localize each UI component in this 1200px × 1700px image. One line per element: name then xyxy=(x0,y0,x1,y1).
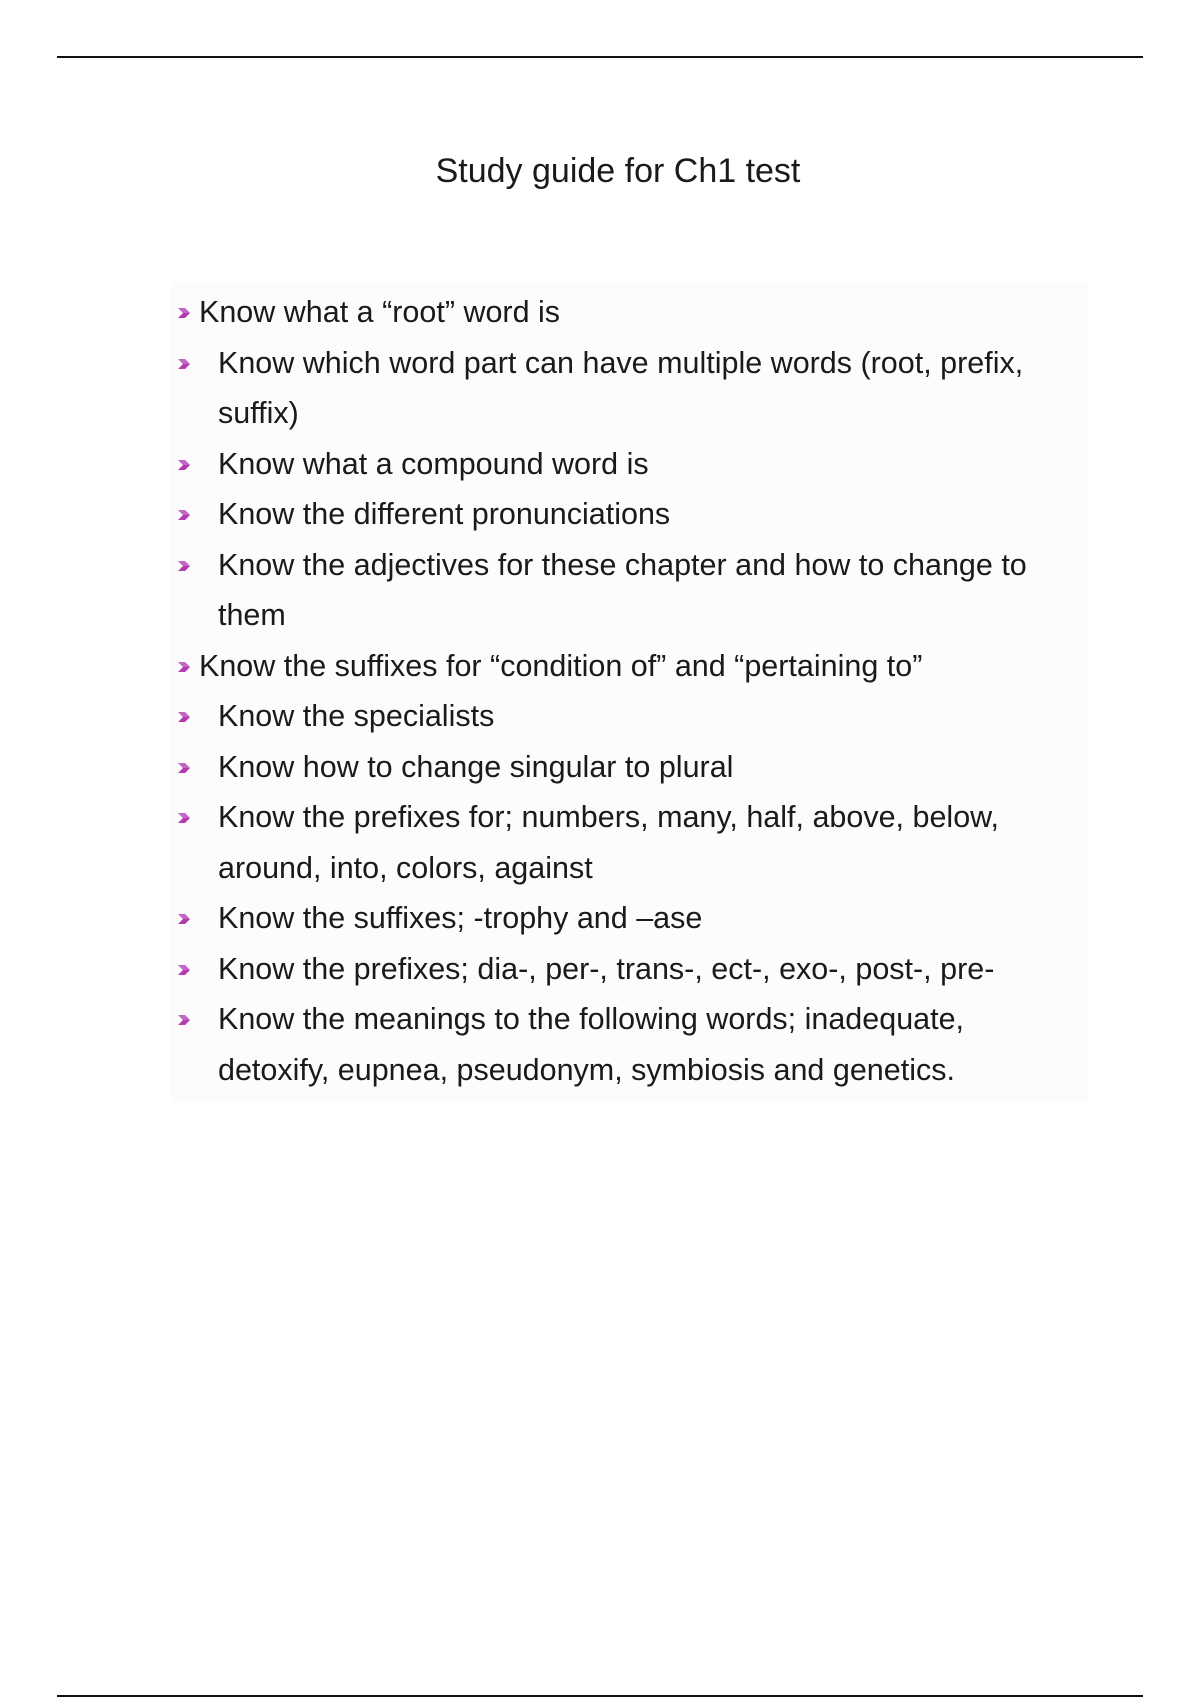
list-item-text: Know the prefixes; dia-, per-, trans-, ect-, exo-, post-, pre- xyxy=(218,951,995,986)
arrow-bullet-icon xyxy=(177,508,191,522)
list-item-text: Know the prefixes for; numbers, many, half, above, below, around, into, colors, against xyxy=(218,800,999,885)
arrow-bullet-icon xyxy=(177,811,191,825)
list-item-text: Know the different pronunciations xyxy=(218,497,671,531)
footer-rule xyxy=(57,1695,1143,1697)
list-item-text: Know what a “root” word is xyxy=(199,295,561,329)
arrow-bullet-icon xyxy=(177,761,191,775)
list-item xyxy=(0,792,1200,893)
header-rule xyxy=(57,56,1143,58)
list-item-text: Know how to change singular to plural xyxy=(218,749,734,784)
list-item xyxy=(0,287,1200,338)
list-item-text: Know the meanings to the following words; inadequate, detoxify, eupnea, pseudonym, symbiosis and genetics. xyxy=(218,1002,965,1087)
arrow-bullet-icon xyxy=(177,306,191,320)
arrow-bullet-icon xyxy=(177,559,191,573)
arrow-bullet-icon xyxy=(177,458,191,472)
list-item xyxy=(0,742,1200,793)
list-item-text: Know the adjectives for these chapter and how to change to them xyxy=(218,547,1027,632)
arrow-bullet-icon xyxy=(177,912,191,926)
list-item xyxy=(0,691,1200,742)
list-item xyxy=(0,893,1200,944)
list-item xyxy=(0,994,1200,1095)
document-title: Study guide for Ch1 test xyxy=(435,152,801,190)
list-item xyxy=(0,540,1200,641)
list-item-text: Know the suffixes; -trophy and –ase xyxy=(218,901,703,935)
list-item xyxy=(0,641,1200,692)
list-item xyxy=(0,338,1200,439)
arrow-bullet-icon xyxy=(177,357,191,371)
list-item xyxy=(0,439,1200,490)
arrow-bullet-icon xyxy=(177,710,191,724)
arrow-bullet-icon xyxy=(177,963,191,977)
list-item xyxy=(0,489,1200,540)
list-item-text: Know which word part can have multiple words (root, prefix, suffix) xyxy=(218,345,1024,430)
list-item-text: Know the suffixes for “condition of” and “pertaining to” xyxy=(199,648,923,683)
arrow-bullet-icon xyxy=(177,1013,191,1027)
arrow-bullet-icon xyxy=(177,660,191,674)
list-item xyxy=(0,944,1200,995)
study-guide-list xyxy=(0,287,1200,1095)
list-item-text: Know the specialists xyxy=(218,699,495,733)
list-item-text: Know what a compound word is xyxy=(218,446,649,481)
